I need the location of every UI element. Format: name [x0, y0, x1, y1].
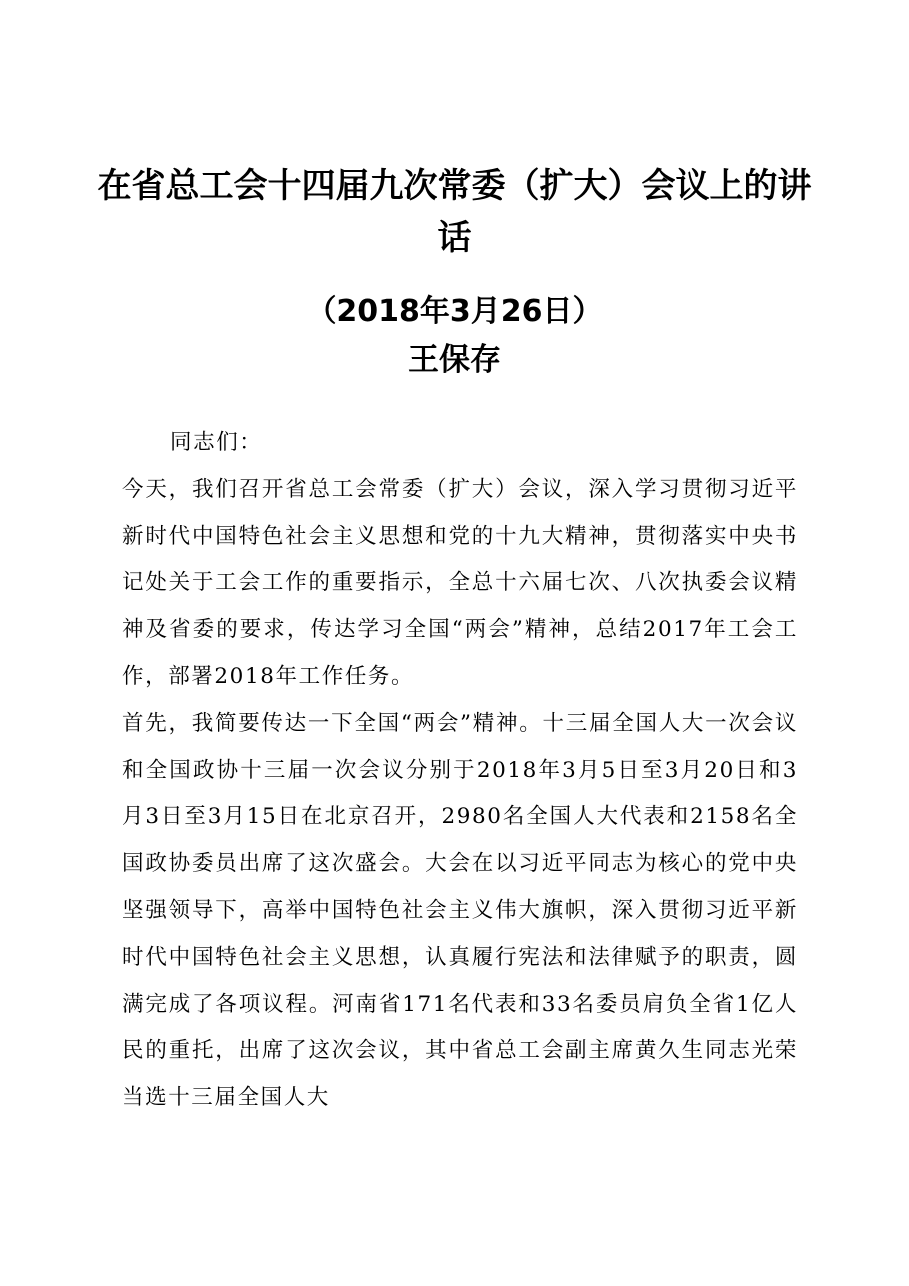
- body-paragraph-2: 首先，我简要传达一下全国“两会”精神。十三届全国人大一次会议和全国政协十三届一次会议分别于2018年3月5日至3月20日和3月3日至3月15日在北京召开，2980名全国人大代表和2158名全国政协委员出席了这次盛会。大会在以习近平同志为核心的党中央坚强领导下，高举中国特色社会主义伟大旗帜，深入贯彻习近平新时代中国特色社会主义思想，认真履行宪法和法律赋予的职责，圆满完成了各项议程。河南省171名代表和33名委员肩负全省1亿人民的重托，出席了这次会议，其中省总工会副主席黄久生同志光荣当选十三届全国人大: [122, 710, 798, 1111]
- salutation: 同志们：: [170, 430, 263, 455]
- body-paragraph-1: 今天，我们召开省总工会常委（扩大）会议，深入学习贯彻习近平新时代中国特色社会主义思想和党的十九大精神，贯彻落实中央书记处关于工会工作的重要指示，全总十六届七次、八次执委会议精神及省委的要求，传达学习全国“两会”精神，总结2017年工会工作，部署2018年工作任务。: [122, 476, 798, 689]
- document-title: 在省总工会十四届九次常委（扩大）会议上的讲话: [97, 166, 812, 258]
- document-author: 王保存: [408, 342, 501, 378]
- document-body: [122, 420, 798, 1122]
- document-date: （2018年3月26日）: [306, 294, 603, 329]
